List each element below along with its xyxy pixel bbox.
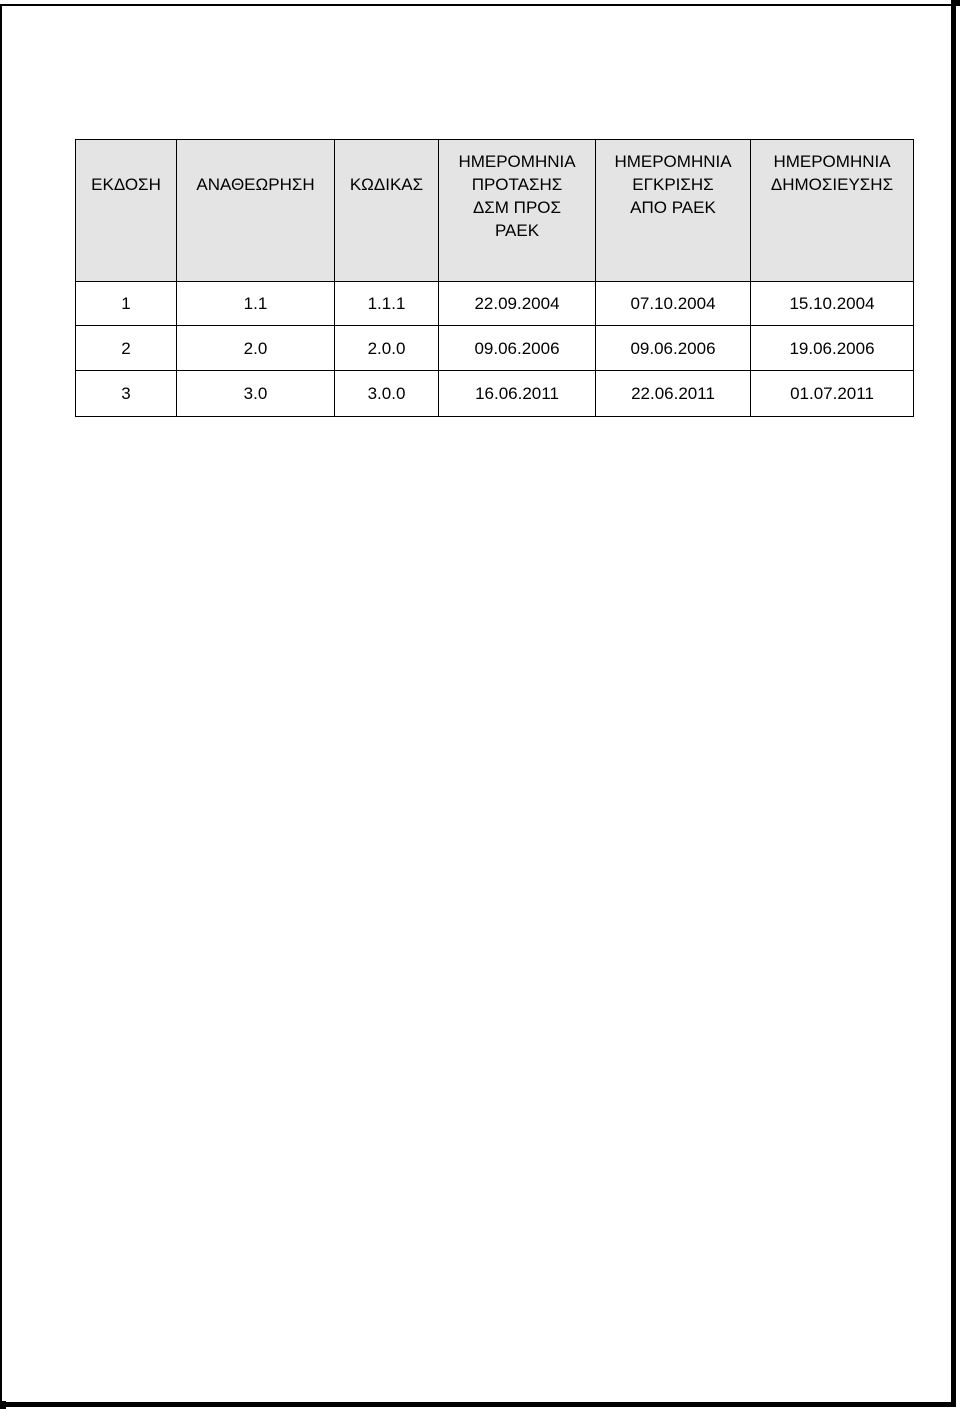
- cell-revision: 3.0: [177, 371, 335, 417]
- cell-revision: 2.0: [177, 326, 335, 371]
- table-row: [76, 371, 914, 417]
- cell-code: 1.1.1: [335, 282, 439, 326]
- header-line: ΚΩΔΙΚΑΣ: [349, 175, 424, 194]
- cell-code: 2.0.0: [335, 326, 439, 371]
- header-proposal-date: [439, 140, 596, 282]
- table-row: [76, 282, 914, 326]
- cell-publication-date: 19.06.2006: [751, 326, 914, 371]
- cell-edition: 2: [76, 326, 177, 371]
- page-border-corner: [0, 1401, 6, 1409]
- header-code: [335, 140, 439, 282]
- cell-approval-date: 07.10.2004: [596, 282, 751, 326]
- header-line: ΗΜΕΡΟΜΗΝΙΑ: [614, 152, 732, 171]
- cell-edition: 1: [76, 282, 177, 326]
- cell-revision: 1.1: [177, 282, 335, 326]
- header-line: ΑΝΑΘΕΩΡΗΣΗ: [196, 175, 315, 194]
- revision-history-table: [75, 139, 914, 417]
- header-line: ΕΚΔΟΣΗ: [91, 175, 161, 194]
- header-line: ΑΠΟ ΡΑΕΚ: [630, 198, 716, 217]
- cell-code: 3.0.0: [335, 371, 439, 417]
- header-line: ΔΣΜ ΠΡΟΣ: [472, 198, 562, 217]
- header-line: ΡΑΕΚ: [494, 221, 540, 240]
- header-line: ΕΓΚΡΙΣΗΣ: [632, 175, 714, 194]
- header-line: ΗΜΕΡΟΜΗΝΙΑ: [458, 152, 576, 171]
- cell-edition: 3: [76, 371, 177, 417]
- header-edition: [76, 140, 177, 282]
- header-publication-date: [751, 140, 914, 282]
- cell-publication-date: 15.10.2004: [751, 282, 914, 326]
- cell-proposal-date: 22.09.2004: [439, 282, 596, 326]
- header-revision: [177, 140, 335, 282]
- cell-proposal-date: 16.06.2011: [439, 371, 596, 417]
- header-line: ΔΗΜΟΣΙΕΥΣΗΣ: [770, 175, 894, 194]
- header-approval-date: [596, 140, 751, 282]
- table-row: [76, 326, 914, 371]
- page-border-corner: [951, 0, 960, 6]
- cell-approval-date: 22.06.2011: [596, 371, 751, 417]
- header-line: ΗΜΕΡΟΜΗΝΙΑ: [773, 152, 891, 171]
- cell-publication-date: 01.07.2011: [751, 371, 914, 417]
- cell-proposal-date: 09.06.2006: [439, 326, 596, 371]
- cell-approval-date: 09.06.2006: [596, 326, 751, 371]
- header-line: ΠΡΟΤΑΣΗΣ: [471, 175, 563, 194]
- table-header-row: [76, 140, 914, 282]
